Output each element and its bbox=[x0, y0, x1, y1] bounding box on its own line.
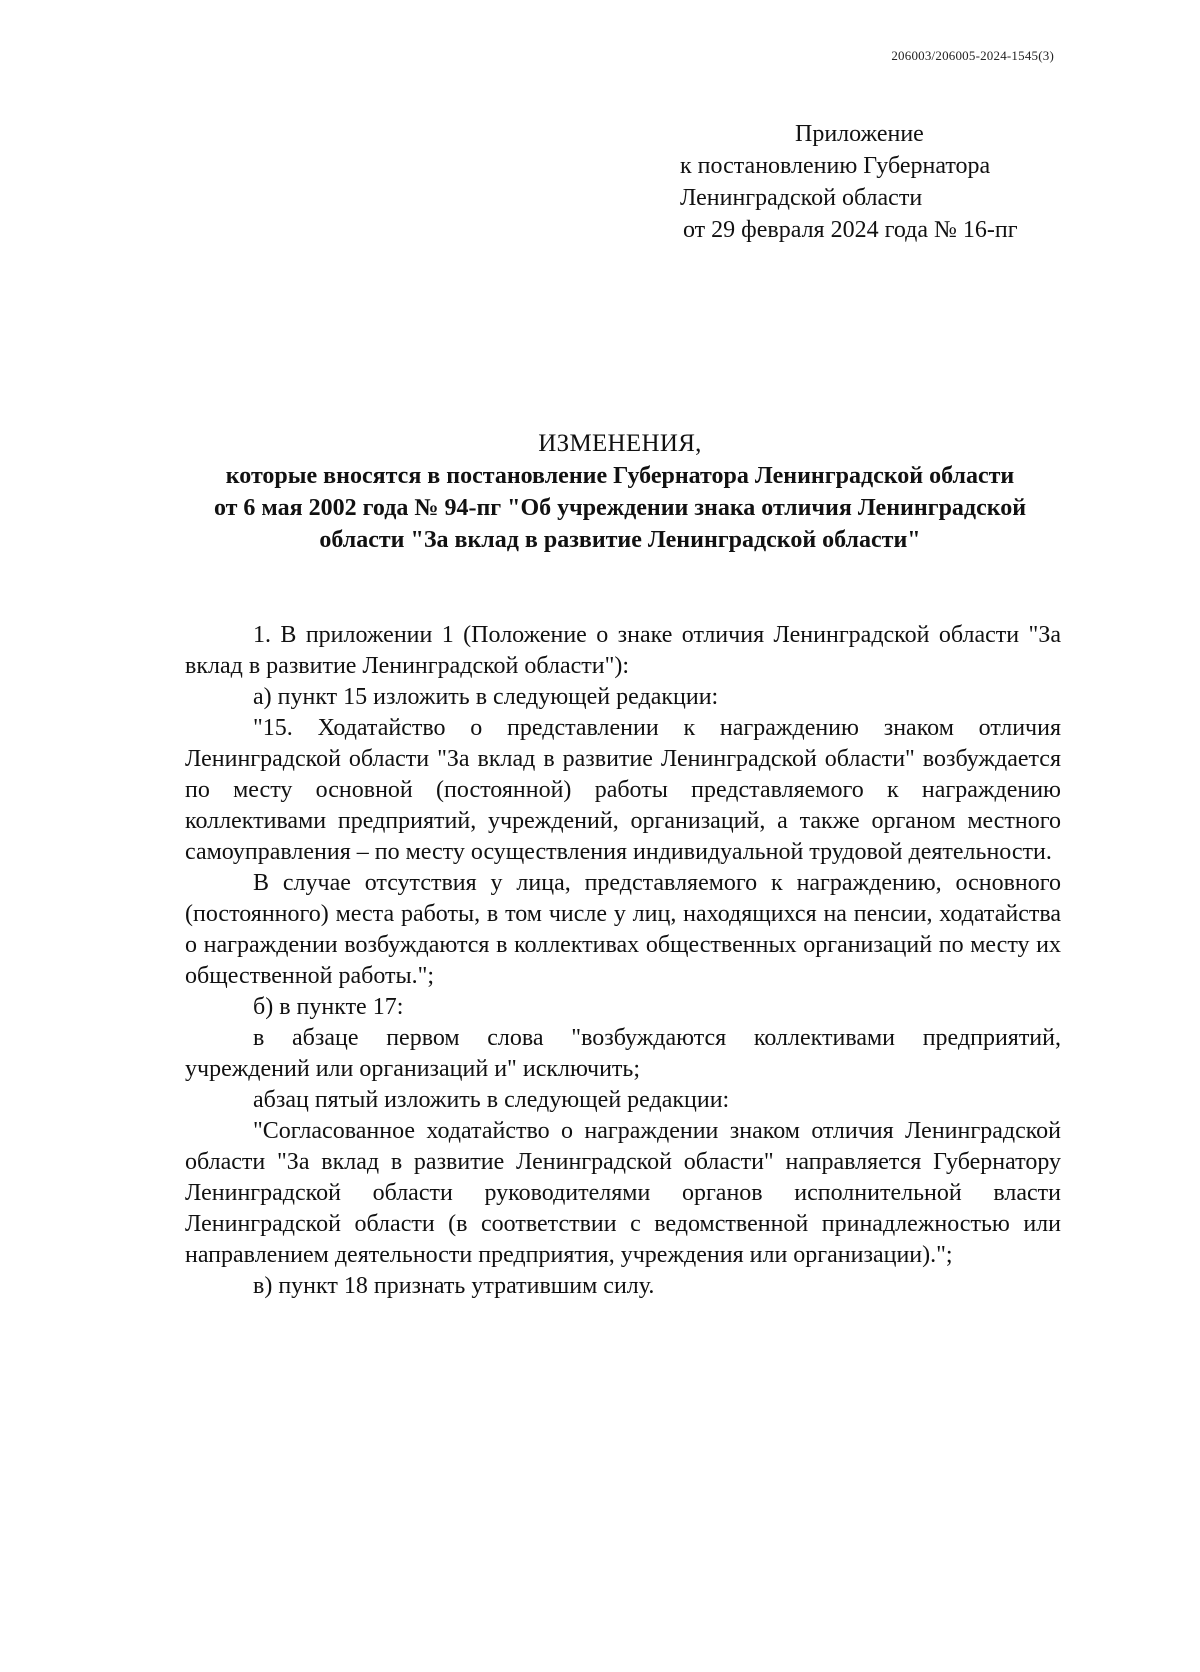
paragraph-6: в абзаце первом слова "возбуждаются коллективами предприятий, учреждений или организаций и" исключить; bbox=[185, 1025, 1061, 1082]
title-line-3: области "За вклад в развитие Ленинградской области" bbox=[319, 527, 921, 553]
document-body bbox=[185, 620, 1061, 1302]
paragraph-7: абзац пятый изложить в следующей редакции: bbox=[253, 1087, 730, 1113]
title-block bbox=[150, 428, 1090, 556]
approval-block bbox=[680, 118, 1018, 246]
paragraph-8: "Согласованное ходатайство о награждении знаком отличия Ленинградской области "За вклад в развитие Ленинградской области" направляется Губернатору Ленинградской области руководителями органов исполнительной власти Ленинградской области (в соответствии с ведомственной принадлежностью или направлением деятельности предприятия, учреждения или организации)."; bbox=[185, 1118, 1061, 1268]
paragraph-9: в) пункт 18 признать утратившим силу. bbox=[253, 1273, 655, 1299]
paragraph-4: В случае отсутствия у лица, представляемого к награждению, основного (постоянного) места работы, в том числе у лиц, находящихся на пенсии, ходатайства о награждении возбуждаются в коллективах общественных организаций по месту их общественной работы."; bbox=[185, 870, 1061, 989]
page-title: ИЗМЕНЕНИЯ, bbox=[538, 430, 702, 457]
paragraph-1: 1. В приложении 1 (Положение о знаке отличия Ленинградской области "За вклад в развитие Ленинградской области"): bbox=[185, 622, 1061, 679]
paragraph-5: б) в пункте 17: bbox=[253, 994, 404, 1020]
approval-line-date: от 29 февраля 2024 года № 16-пг bbox=[683, 217, 1018, 243]
approval-line-resolution: к постановлению Губернатора bbox=[680, 153, 991, 179]
approval-line-region: Ленинградской области bbox=[680, 185, 923, 211]
paragraph-2: а) пункт 15 изложить в следующей редакции: bbox=[253, 684, 719, 710]
document-code: 206003/206005-2024-1545(3) bbox=[891, 48, 1054, 63]
title-line-1: которые вносятся в постановление Губернатора Ленинградской области bbox=[225, 463, 1015, 489]
title-line-2: от 6 мая 2002 года № 94-пг "Об учреждении знака отличия Ленинградской bbox=[213, 495, 1027, 521]
approval-line-appendix: Приложение bbox=[795, 121, 924, 147]
paragraph-3: "15. Ходатайство о представлении к награждению знаком отличия Ленинградской области "За вклад в развитие Ленинградской области" возбуждается по месту основной (постоянной) работы представляемого к награждению коллективами предприятий, учреждений, организаций, а также органом местного самоуправления – по месту осуществления индивидуальной трудовой деятельности. bbox=[185, 715, 1061, 865]
